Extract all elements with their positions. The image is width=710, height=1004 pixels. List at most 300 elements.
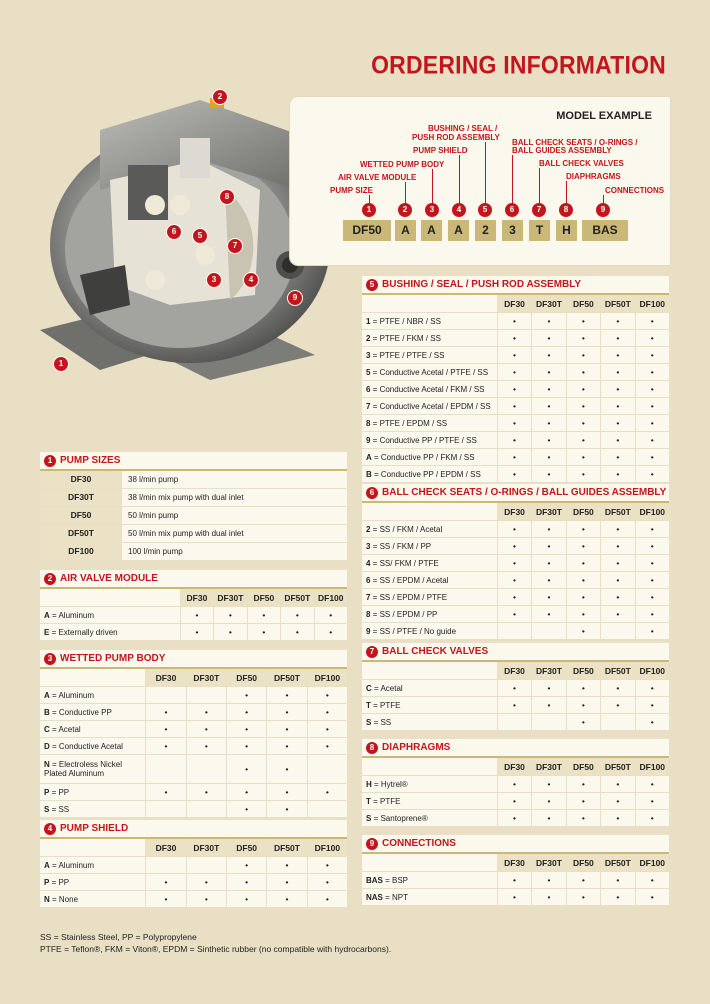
availability-mark: • [145, 704, 185, 720]
option-code: 1 [366, 316, 371, 326]
option-text: = Conductive Acetal / FKM / SS [370, 384, 485, 394]
column-header: DF30 [145, 839, 185, 856]
availability-mark: • [307, 738, 347, 754]
availability-mark: • [266, 704, 306, 720]
availability-mark: • [497, 432, 531, 448]
column-header: DF30 [145, 669, 185, 686]
availability-mark: • [226, 738, 266, 754]
table-row [40, 489, 347, 507]
option-text: = Conductive Acetal [49, 741, 123, 751]
availability-mark: • [186, 704, 226, 720]
option-label [40, 805, 145, 814]
page-title: ORDERING INFORMATION [371, 50, 666, 79]
table-row [362, 330, 669, 347]
size-code: DF50T [40, 525, 122, 542]
availability-mark: • [266, 687, 306, 703]
availability-mark: • [635, 606, 669, 622]
option-label [40, 788, 145, 797]
column-header: DF30T [186, 669, 226, 686]
availability-mark: • [531, 347, 565, 363]
availability-mark: • [497, 364, 531, 380]
column-header: DF100 [635, 854, 669, 871]
availability-mark: • [497, 589, 531, 605]
column-header: DF100 [307, 839, 347, 856]
option-text: = SS / EPDM / PP [370, 609, 438, 619]
availability-mark: • [531, 555, 565, 571]
availability-mark: • [566, 714, 600, 730]
table-column-headers [362, 662, 669, 680]
model-code-diaphragms: H [556, 220, 577, 241]
option-code: 3 [366, 350, 371, 360]
availability-mark: • [566, 313, 600, 329]
availability-mark: • [635, 889, 669, 905]
availability-mark: • [314, 607, 347, 623]
availability-mark: • [635, 398, 669, 414]
availability-mark [186, 755, 226, 783]
table-header [362, 739, 669, 758]
model-num-1: 1 [362, 203, 376, 217]
option-label [362, 525, 497, 534]
table-row [362, 364, 669, 381]
size-code: DF30 [40, 471, 122, 488]
availability-mark: • [635, 347, 669, 363]
availability-mark: • [635, 872, 669, 888]
callout-bushing-line1: BUSHING / SEAL / [428, 124, 498, 133]
availability-mark: • [600, 521, 634, 537]
column-header: DF50T [280, 589, 313, 606]
availability-mark: • [566, 364, 600, 380]
availability-mark: • [226, 755, 266, 783]
column-header: DF30 [497, 503, 531, 520]
column-header: DF50 [566, 854, 600, 871]
model-code-bushing: 2 [475, 220, 496, 241]
availability-mark: • [600, 466, 634, 482]
pump-label-1: 1 [53, 356, 69, 372]
callout-wetted-body: WETTED PUMP BODY [360, 160, 445, 169]
option-text: = SS/ FKM / PTFE [370, 558, 439, 568]
table-header [362, 484, 669, 503]
availability-mark: • [497, 697, 531, 713]
column-header: DF50 [226, 839, 266, 856]
section-title: PUMP SIZES [60, 455, 121, 466]
table-row [40, 471, 347, 489]
pump-label-2: 2 [212, 89, 228, 105]
section-title: WETTED PUMP BODY [60, 653, 166, 664]
availability-mark: • [266, 755, 306, 783]
option-text: = PTFE [370, 796, 401, 806]
blank-header [362, 503, 497, 520]
option-label [40, 861, 145, 870]
table-row [40, 738, 347, 755]
availability-mark: • [497, 810, 531, 826]
leader-line [566, 181, 567, 204]
availability-mark [186, 801, 226, 817]
column-header: DF100 [635, 295, 669, 312]
pump-label-5: 5 [192, 228, 208, 244]
availability-mark [600, 623, 634, 639]
column-header: DF50 [566, 295, 600, 312]
option-text: = BSP [382, 875, 409, 885]
availability-mark: • [266, 874, 306, 890]
availability-mark: • [280, 607, 313, 623]
table-header [40, 820, 347, 839]
table-row [362, 872, 669, 889]
availability-mark: • [314, 624, 347, 640]
availability-mark: • [531, 466, 565, 482]
blank-header [362, 854, 497, 871]
option-label [362, 542, 497, 551]
option-text: = Electroless Nickel [49, 760, 123, 769]
availability-mark: • [566, 680, 600, 696]
callout-pump-size: PUMP SIZE [330, 186, 373, 195]
model-num-6: 6 [505, 203, 519, 217]
availability-mark: • [635, 572, 669, 588]
availability-mark: • [497, 398, 531, 414]
table-row [362, 432, 669, 449]
availability-mark: • [600, 432, 634, 448]
availability-mark: • [266, 721, 306, 737]
availability-mark: • [497, 466, 531, 482]
option-label [362, 576, 497, 585]
leader-line [405, 182, 406, 204]
availability-mark: • [531, 330, 565, 346]
availability-mark: • [497, 776, 531, 792]
availability-mark: • [600, 572, 634, 588]
table-row [40, 507, 347, 525]
callout-pump-shield: PUMP SHIELD [413, 146, 468, 155]
option-label [362, 797, 497, 806]
availability-mark: • [566, 466, 600, 482]
option-code: 7 [366, 401, 371, 411]
pump-label-4: 4 [243, 272, 259, 288]
footnote-2: PTFE = Teflon®, FKM = Viton®, EPDM = Sinthetic rubber (no compatible with hydrocarbons). [40, 944, 392, 954]
section-number: 8 [366, 742, 378, 754]
option-text: = None [49, 894, 79, 904]
table-column-headers [362, 758, 669, 776]
availability-mark [145, 857, 185, 873]
model-code-ball-valves: T [529, 220, 550, 241]
availability-mark: • [145, 874, 185, 890]
table-row [362, 449, 669, 466]
availability-mark: • [497, 381, 531, 397]
availability-mark: • [497, 793, 531, 809]
availability-mark: • [600, 381, 634, 397]
table-header [362, 276, 669, 295]
option-text: = Acetal [371, 683, 403, 693]
option-label [40, 691, 145, 700]
availability-mark: • [145, 784, 185, 800]
availability-mark: • [635, 449, 669, 465]
column-header: DF30T [531, 503, 565, 520]
availability-mark: • [226, 801, 266, 817]
size-code: DF30T [40, 489, 122, 506]
column-header: DF50 [566, 758, 600, 775]
availability-mark: • [635, 776, 669, 792]
option-text: = SS / EPDM / PTFE [370, 592, 448, 602]
availability-mark: • [635, 697, 669, 713]
availability-mark: • [600, 872, 634, 888]
table-column-headers [40, 669, 347, 687]
availability-mark [186, 857, 226, 873]
option-code: 2 [366, 524, 371, 534]
availability-mark: • [566, 623, 600, 639]
bushing-table [362, 276, 669, 483]
size-description: 38 l/min mix pump with dual inlet [128, 493, 244, 502]
option-text: = Externally driven [49, 627, 118, 637]
blank-header [362, 758, 497, 775]
model-num-8: 8 [559, 203, 573, 217]
availability-mark: • [180, 607, 213, 623]
option-code: T [366, 796, 371, 806]
option-text: = Conductive PP / PTFE / SS [370, 435, 477, 445]
callout-ball-valves: BALL CHECK VALVES [539, 159, 624, 168]
option-code: A [44, 690, 50, 700]
option-label [40, 760, 145, 778]
size-description: 100 l/min pump [128, 547, 183, 556]
column-header: DF50T [600, 662, 634, 679]
availability-mark [145, 687, 185, 703]
column-header: DF100 [635, 662, 669, 679]
option-code: T [366, 700, 371, 710]
option-label [362, 718, 497, 727]
column-header: DF100 [635, 758, 669, 775]
availability-mark: • [226, 784, 266, 800]
option-text: = Aluminum [49, 610, 95, 620]
option-code: 4 [366, 558, 371, 568]
table-row [40, 624, 347, 641]
column-header: DF50 [566, 662, 600, 679]
availability-mark [307, 801, 347, 817]
availability-mark [145, 755, 185, 783]
table-row [362, 793, 669, 810]
option-text: = SS / PTFE / No guide [370, 626, 457, 636]
availability-mark: • [531, 364, 565, 380]
option-text: = PP [49, 787, 70, 797]
section-title: DIAPHRAGMS [382, 742, 451, 753]
option-text: = Aluminum [49, 690, 95, 700]
availability-mark: • [566, 589, 600, 605]
availability-mark: • [600, 398, 634, 414]
model-example-title: MODEL EXAMPLE [556, 110, 652, 122]
option-code: N [44, 894, 50, 904]
option-text: = Conductive PP / EPDM / SS [371, 469, 481, 479]
size-description: 38 l/min pump [128, 475, 179, 484]
availability-mark: • [531, 398, 565, 414]
availability-mark: • [566, 347, 600, 363]
availability-mark: • [566, 697, 600, 713]
option-code: E [44, 627, 50, 637]
availability-mark: • [497, 889, 531, 905]
table-header [40, 650, 347, 669]
option-text: = PP [49, 877, 70, 887]
option-text-line2: Plated Aluminum [44, 769, 105, 778]
table-row [40, 874, 347, 891]
option-label [40, 742, 145, 751]
model-code-air-valve: A [395, 220, 416, 241]
table-row [362, 776, 669, 793]
column-header: DF50T [266, 839, 306, 856]
option-text: = Conductive Acetal / PTFE / SS [370, 367, 489, 377]
option-code: NAS [366, 892, 383, 902]
ball-seats-table [362, 484, 669, 640]
option-label [362, 684, 497, 693]
availability-mark: • [307, 857, 347, 873]
column-header: DF50T [600, 758, 634, 775]
availability-mark: • [566, 449, 600, 465]
availability-mark: • [497, 606, 531, 622]
availability-mark: • [635, 381, 669, 397]
availability-mark: • [497, 555, 531, 571]
availability-mark: • [531, 313, 565, 329]
availability-mark: • [186, 874, 226, 890]
option-code: 9 [366, 435, 371, 445]
availability-mark: • [531, 606, 565, 622]
section-number: 9 [366, 838, 378, 850]
availability-mark: • [213, 607, 246, 623]
availability-mark: • [497, 680, 531, 696]
section-number: 5 [366, 279, 378, 291]
option-text: = PTFE / PTFE / SS [370, 350, 445, 360]
table-row [362, 680, 669, 697]
table-row [362, 381, 669, 398]
table-row [40, 721, 347, 738]
column-header: DF50T [600, 295, 634, 312]
availability-mark: • [180, 624, 213, 640]
callout-diaphragms: DIAPHRAGMS [566, 172, 621, 181]
option-label [362, 351, 497, 360]
table-row [40, 801, 347, 818]
column-header: DF50T [266, 669, 306, 686]
availability-mark: • [266, 784, 306, 800]
option-text: = PTFE / NBR / SS [370, 316, 441, 326]
availability-mark: • [635, 364, 669, 380]
option-code: H [366, 779, 372, 789]
availability-mark: • [566, 793, 600, 809]
availability-mark: • [145, 721, 185, 737]
availability-mark: • [566, 521, 600, 537]
availability-mark: • [566, 330, 600, 346]
option-label [362, 470, 497, 479]
table-row [362, 521, 669, 538]
availability-mark: • [531, 572, 565, 588]
availability-mark: • [635, 313, 669, 329]
model-num-2: 2 [398, 203, 412, 217]
availability-mark: • [566, 398, 600, 414]
section-number: 2 [44, 573, 56, 585]
availability-mark: • [531, 381, 565, 397]
availability-mark: • [531, 810, 565, 826]
availability-mark: • [600, 793, 634, 809]
model-num-9: 9 [596, 203, 610, 217]
column-header: DF30T [186, 839, 226, 856]
option-code: 2 [366, 333, 371, 343]
air-valve-table [40, 570, 347, 641]
availability-mark: • [247, 607, 280, 623]
availability-mark: • [213, 624, 246, 640]
option-code: 5 [366, 367, 371, 377]
availability-mark: • [307, 891, 347, 907]
callout-air-valve: AIR VALVE MODULE [338, 173, 417, 182]
availability-mark [145, 801, 185, 817]
option-text: = NPT [382, 892, 409, 902]
availability-mark: • [497, 449, 531, 465]
pump-label-8: 8 [219, 189, 235, 205]
availability-mark: • [600, 776, 634, 792]
model-num-3: 3 [425, 203, 439, 217]
option-label [362, 893, 497, 902]
availability-mark: • [307, 704, 347, 720]
availability-mark: • [600, 697, 634, 713]
availability-mark: • [226, 874, 266, 890]
section-number: 1 [44, 455, 56, 467]
option-code: B [366, 469, 372, 479]
option-text: = PTFE / EPDM / SS [370, 418, 448, 428]
availability-mark: • [531, 432, 565, 448]
availability-mark: • [497, 415, 531, 431]
table-column-headers [362, 503, 669, 521]
option-code: S [44, 804, 50, 814]
callout-ball-seats-line2: BALL GUIDES ASSEMBLY [512, 146, 612, 155]
availability-mark: • [531, 889, 565, 905]
availability-mark: • [266, 738, 306, 754]
table-row [40, 704, 347, 721]
option-text: = SS / EPDM / Acetal [370, 575, 449, 585]
section-title: PUMP SHIELD [60, 823, 129, 834]
availability-mark: • [635, 810, 669, 826]
availability-mark: • [226, 704, 266, 720]
availability-mark: • [266, 857, 306, 873]
availability-mark: • [531, 521, 565, 537]
option-code: 8 [366, 609, 371, 619]
section-number: 3 [44, 653, 56, 665]
table-row [40, 543, 347, 561]
availability-mark: • [635, 432, 669, 448]
option-label [40, 611, 180, 620]
table-row [40, 607, 347, 624]
availability-mark: • [600, 330, 634, 346]
availability-mark: • [531, 589, 565, 605]
model-code-size: DF50 [343, 220, 391, 241]
option-code: 6 [366, 575, 371, 585]
availability-mark: • [635, 589, 669, 605]
option-code: S [366, 813, 372, 823]
option-text: = SS [49, 804, 70, 814]
column-header: DF30T [531, 662, 565, 679]
availability-mark: • [186, 891, 226, 907]
pump-label-7: 7 [227, 238, 243, 254]
size-description: 50 l/min mix pump with dual inlet [128, 529, 244, 538]
option-label [362, 593, 497, 602]
availability-mark [600, 714, 634, 730]
column-header: DF30 [497, 295, 531, 312]
table-header [40, 452, 347, 471]
availability-mark: • [497, 538, 531, 554]
section-title: BUSHING / SEAL / PUSH ROD ASSEMBLY [382, 279, 582, 290]
option-text: = PTFE [370, 700, 401, 710]
availability-mark: • [497, 313, 531, 329]
option-text: = Conductive PP / FKM / SS [371, 452, 475, 462]
availability-mark: • [600, 538, 634, 554]
availability-mark: • [531, 680, 565, 696]
size-code: DF50 [40, 507, 122, 524]
availability-mark: • [497, 872, 531, 888]
column-header: DF30 [497, 854, 531, 871]
availability-mark: • [531, 415, 565, 431]
option-code: 7 [366, 592, 371, 602]
option-label [362, 368, 497, 377]
model-num-5: 5 [478, 203, 492, 217]
availability-mark: • [566, 776, 600, 792]
